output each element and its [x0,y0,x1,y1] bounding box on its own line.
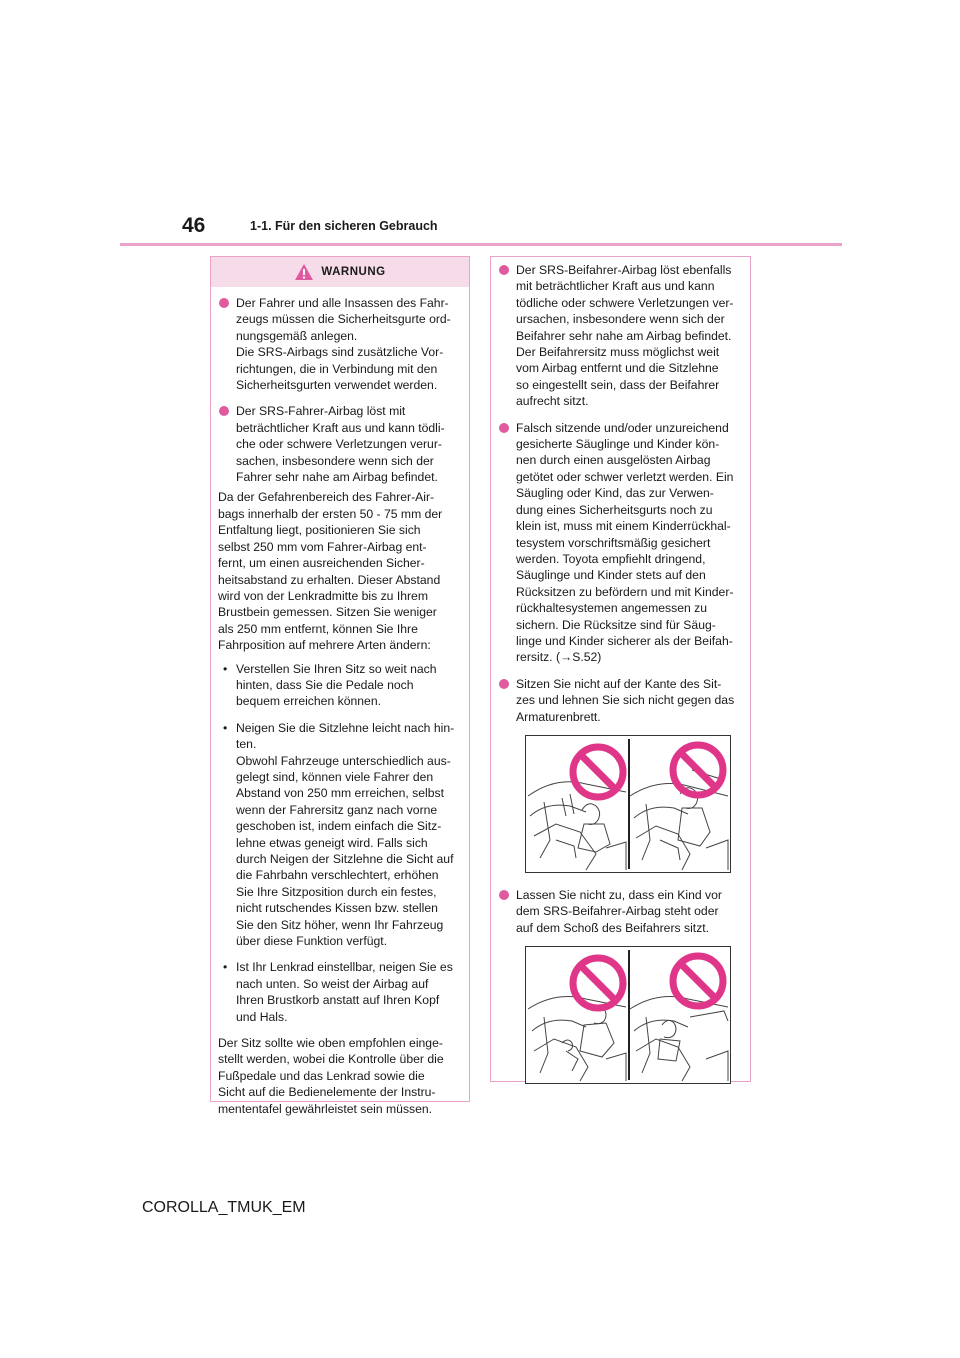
header-rule [120,243,842,246]
page-number: 46 [182,214,206,237]
paragraph: Da der Gefahrenbereich des Fahrer-Air- bags innerhalb der ersten 50 - 75 mm der Entfaltung liegt, positionieren Sie sich selbst 250 mm vom Fahrer-Airbag ent- fernt, um einen ausreichenden Sicher- heitsabstand zu erhalten. Dieser Abstand wird von der Lenkradmitte bis zu Ihrem Brustbein gemessen. Sitzen Sie weniger als 250 mm entfernt, können Sie Ihre Fahrposition auf mehrere Arten ändern: [218,490,443,653]
prohibition-icon [568,742,628,802]
bullet-item: Sitzen Sie nicht auf der Kante des Sit- zes und lehnen Sie sich nicht gegen das Armaturenbrett. [498,676,742,725]
illustration-panel [526,736,628,872]
warning-title: WARNUNG [321,266,386,278]
bullet-item: Lassen Sie nicht zu, dass ein Kind vor dem SRS-Beifahrer-Airbag steht oder auf dem Schoß des Beifahrers sitzt. [498,887,742,936]
warning-box-left [210,256,470,1116]
sub-bullet-marker: • [223,960,228,975]
bullet-item: Falsch sitzende und/oder unzureichend gesicherte Säuglinge und Kinder kön- nen durch einen ausgelösten Airbag getötet oder schwer verletzt werden. Ein Säugling oder Kind, das zur Verwen- dung eines Sicherheitsgurts noch zu klein ist, muss mit einem Kinderrückhal- tesystem vorschriftsmäßig gesichert werden. Toyota empfiehlt dringend, Säuglinge und Kinder stets auf den Rücksitzen zu befördern und mit Kinder- rückhaltesystemen angemessen zu sichern. Die Rücksitze sind für Säug- linge und Kinder sicherer als der Beifah- rersitz. (→S.52) [498,420,742,666]
sub-bullet-marker: • [223,661,228,676]
sub-bullet-item: • Ist Ihr Lenkrad einstellbar, neigen Sie es nach unten. So weist der Airbag auf Ihren Brustkorb anstatt auf Ihren Kopf und Hals. [223,960,453,1024]
bullet-dot-icon [499,890,509,900]
prohibition-icon [668,951,728,1011]
bullet-item: Der SRS-Beifahrer-Airbag löst ebenfalls mit beträchtlicher Kraft aus und kann tödliche oder schwere Verletzungen ver- ursachen, insbesondere wenn sich der Beifahrer sehr nahe am Airbag befindet. Der Beifahrersitz muss möglichst weit vom Airbag entfernt und die Sitzlehne so eingestellt sein, dass der Beifahrer aufrecht sitzt. [498,262,742,410]
bullet-dot-icon [499,423,509,433]
document-code: COROLLA_TMUK_EM [142,1199,306,1216]
bullet-dot-icon [219,406,229,416]
illustration-panel [628,736,730,872]
section-title: 1-1. Für den sicheren Gebrauch [250,219,438,233]
paragraph: Der Sitz sollte wie oben empfohlen einge- stellt werden, wobei die Kontrolle über die Fußpedale und das Lenkrad sowie die Sicht auf die Bedienelemente der Instru- mententafel gewährleistet sein müssen. [218,1036,444,1116]
illustration-panel [526,947,628,1083]
illustration-sitting-improperly [525,735,731,873]
bullet-dot-icon [499,679,509,689]
bullet-dot-icon [499,265,509,275]
bullet-dot-icon [219,298,229,308]
warning-header [211,257,469,287]
bullet-item: Der SRS-Fahrer-Airbag löst mit beträchtlicher Kraft aus und kann tödli- che oder schwere Verletzungen verur- sachen, insbesondere wenn sich der Fahrer sehr nahe am Airbag befindet. [218,403,461,485]
sub-bullet-item: • Verstellen Sie Ihren Sitz so weit nach hinten, dass Sie die Pedale noch bequem erreichen können. [223,661,437,709]
sub-bullet-item: • Neigen Sie die Sitzlehne leicht nach hin- ten. Obwohl Fahrzeuge unterschiedlich aus- gelegt sind, können viele Fahrer den Abstand von 250 mm erreichen, selbst wenn der Fahrersitz ganz nach vorne geschoben ist, indem einfach die Sitz- lehne etwas geneigt wird. Falls sich durch Neigen der Sitzlehne die Sicht auf die Fahrbahn verschlechtert, erhöhen Sie Ihre Sitzposition durch ein festes, nicht rutschendes Kissen bzw. stellen Sie den Sitz höher, wenn Ihr Fahrzeug über diese Funktion verfügt. [223,720,455,949]
warning-box-right [490,256,751,1082]
illustration-child-in-front [525,946,731,1084]
sub-bullet-marker: • [223,720,228,735]
bullet-item: Der Fahrer und alle Insassen des Fahr- zeugs müssen die Sicherheitsgurte ord- nungsgemäß anlegen. Die SRS-Airbags sind zusätzliche Vor- richtungen, die in Verbindung mit den Sicherheitsgurten verwendet werden. [218,295,461,393]
prohibition-icon [668,740,728,800]
prohibition-icon [568,953,628,1013]
illustration-panel [628,947,730,1083]
warning-icon [294,263,314,281]
